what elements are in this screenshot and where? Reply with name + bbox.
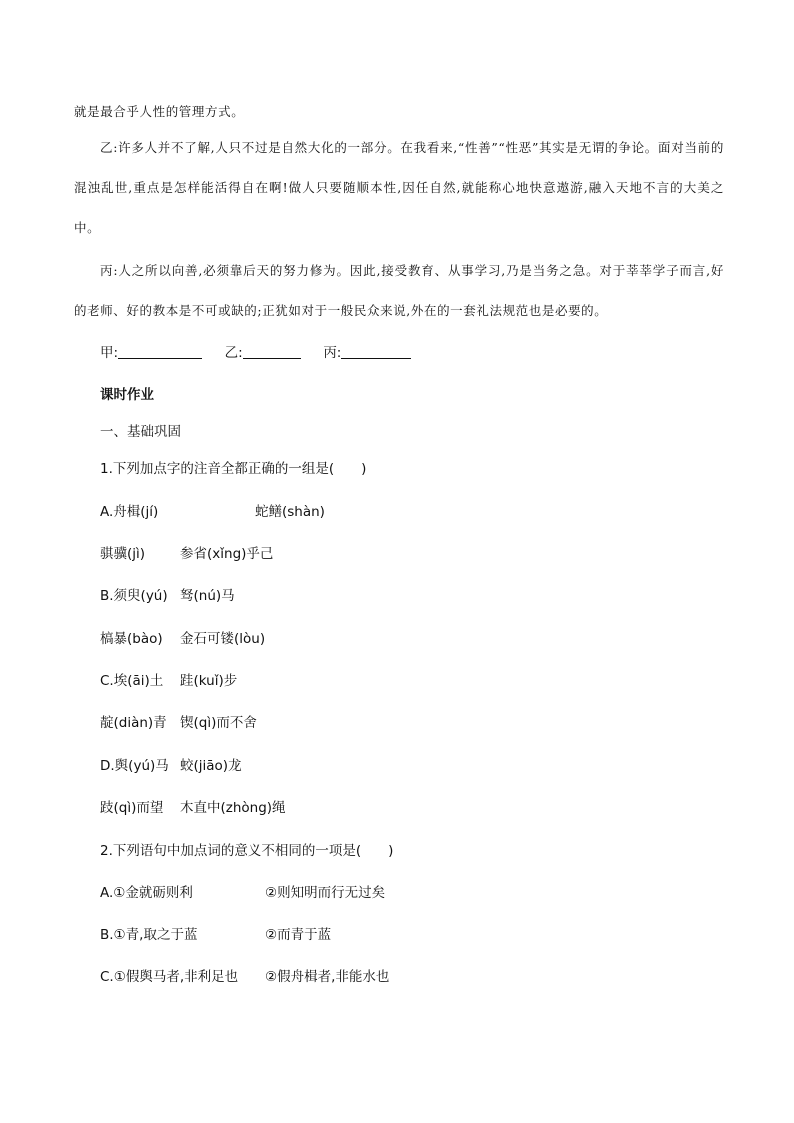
answer-label-bing: 丙: <box>323 345 342 361</box>
q1-option-d-item3: 跂(qì)而望 <box>100 800 164 816</box>
q2-option-c-item2: ②假舟楫者,非能水也 <box>265 969 390 985</box>
q1-option-b-item3: 槁暴(bào) <box>100 631 163 647</box>
q1-option-c-item1: C.埃(āi)土 <box>100 673 164 689</box>
passage-paragraph-bing: 丙:人之所以向善,必须靠后天的努力修为。因此,接受教育、从事学习,乃是当务之急。对于莘莘学子而言,好的老师、好的教本是不可或缺的;正犹如对于一般民众来说,外在的一套礼法规范也是必要的。 <box>74 263 724 318</box>
q1-option-d-item4: 木直中(zhòng)绳 <box>180 800 286 816</box>
q1-option-c-item4: 锲(qì)而不舍 <box>180 715 257 731</box>
answer-blank-bing[interactable] <box>341 344 411 359</box>
answer-label-yi: 乙: <box>224 345 243 361</box>
passage-paragraph-yi: 乙:许多人并不了解,人只不过是自然大化的一部分。在我看来,“性善”“性恶”其实是无谓的争论。面对当前的混浊乱世,重点是怎样能活得自在啊!做人只要随顺本性,因任自然,就能称心地快意遨游,融入天地不言的大美之中。 <box>74 140 724 235</box>
section-subtitle: 一、基础巩固 <box>100 424 181 440</box>
question-2-stem: 2.下列语句中加点词的意义不相同的一项是( ) <box>100 843 394 859</box>
q1-option-c-item3: 靛(diàn)青 <box>100 715 167 731</box>
q1-option-b-item2: 驽(nú)马 <box>180 588 235 604</box>
question-1-stem: 1.下列加点字的注音全都正确的一组是( ) <box>100 461 367 477</box>
q1-option-a-item4: 参省(xǐng)乎己 <box>180 546 274 562</box>
passage-line: 就是最合乎人性的管理方式。 <box>74 104 245 119</box>
answer-line <box>100 341 411 361</box>
q1-option-c-item2: 跬(kuǐ)步 <box>180 673 238 689</box>
q2-option-a-item2: ②则知明而行无过矣 <box>265 885 386 901</box>
q1-option-b-item1: B.须臾(yú) <box>100 588 168 604</box>
q1-option-a-item2: 蛇鳝(shàn) <box>255 504 325 520</box>
section-title: 课时作业 <box>100 387 154 403</box>
q2-option-b-item1: B.①青,取之于蓝 <box>100 927 198 943</box>
answer-label-jia: 甲: <box>100 345 119 361</box>
answer-blank-yi[interactable] <box>243 344 301 359</box>
q1-option-d-item2: 蛟(jiāo)龙 <box>180 758 242 774</box>
q1-option-d-item1: D.舆(yú)马 <box>100 758 169 774</box>
q2-option-a-item1: A.①金就砺则利 <box>100 885 193 901</box>
q2-option-c-item1: C.①假舆马者,非利足也 <box>100 969 239 985</box>
q1-option-a-item1: A.舟楫(jí) <box>100 504 159 520</box>
q1-option-a-item3: 骐骥(jì) <box>100 546 146 562</box>
answer-blank-jia[interactable] <box>118 344 202 359</box>
q2-option-b-item2: ②而青于蓝 <box>265 927 332 943</box>
q1-option-b-item4: 金石可镂(lòu) <box>180 631 266 647</box>
